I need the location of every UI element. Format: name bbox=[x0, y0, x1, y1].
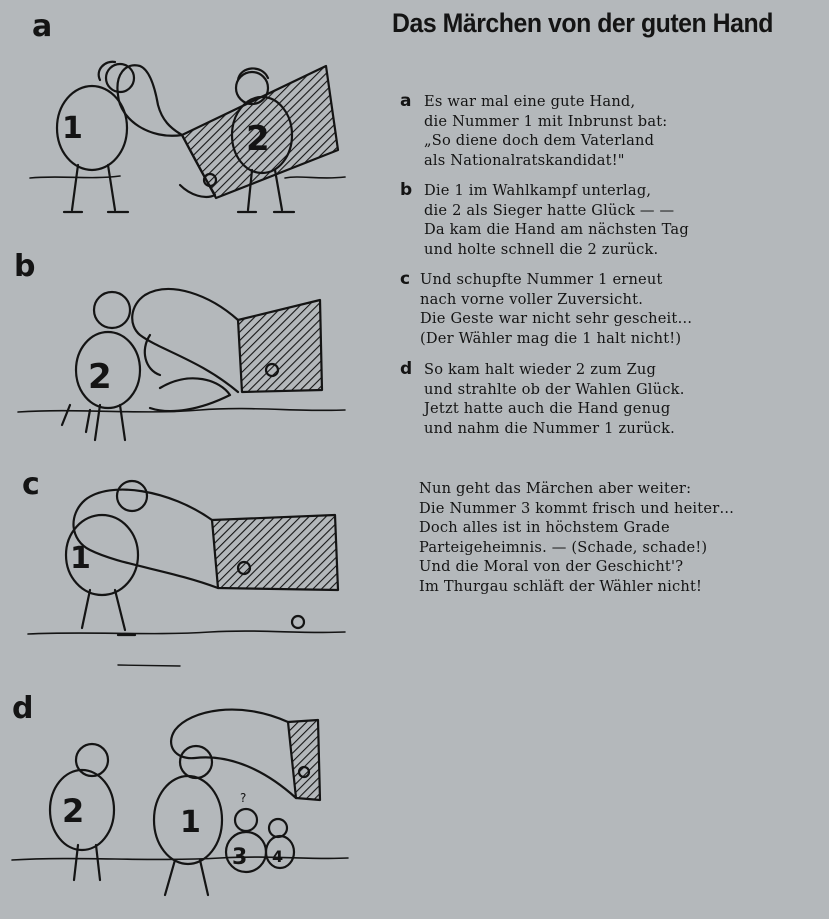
verse-line: Die Geste war nicht sehr gescheit… bbox=[420, 310, 693, 328]
epilogue-stanza bbox=[419, 479, 734, 597]
figure-number-1-c: 1 bbox=[70, 541, 91, 576]
figure-number-3: 3 bbox=[232, 845, 248, 870]
cartoon-panel-a bbox=[0, 0, 370, 240]
figure-number-1-d: 1 bbox=[180, 805, 201, 840]
figure-number-4: 4 bbox=[272, 847, 284, 866]
stanza-a bbox=[400, 92, 667, 170]
panel-letter-c: c bbox=[22, 467, 40, 502]
verse-line: und strahlte ob der Wahlen Glück. bbox=[424, 380, 685, 398]
verse-line: So kam halt wieder 2 zum Zug bbox=[424, 361, 657, 378]
verse-line: die 2 als Sieger hatte Glück — — bbox=[424, 201, 675, 219]
verse-line: als Nationalratskandidat!" bbox=[424, 151, 625, 169]
verse-line: Parteigeheimnis. — (Schade, schade!) bbox=[419, 538, 708, 556]
stanza-letter: b bbox=[400, 180, 413, 200]
verse-line: Die 1 im Wahlkampf unterlag, bbox=[424, 182, 652, 199]
verse-line: Die Nummer 3 kommt frisch und heiter… bbox=[419, 499, 735, 517]
cartoon-illustration-b bbox=[0, 240, 370, 460]
figure-number-1: 1 bbox=[62, 111, 83, 146]
figure-number-2-d: 2 bbox=[62, 792, 85, 830]
verse-line: Und schupfte Nummer 1 erneut bbox=[420, 271, 663, 288]
cartoon-panel-c bbox=[0, 460, 370, 680]
verse-line: „So diene doch dem Vaterland bbox=[424, 132, 655, 150]
cartoon-panel-b bbox=[0, 240, 370, 460]
verse-line: Es war mal eine gute Hand, bbox=[424, 93, 636, 110]
panel-letter-d: d bbox=[12, 691, 34, 726]
verse-line: (Der Wähler mag die 1 halt nicht!) bbox=[420, 329, 682, 347]
panel-letter-a: a bbox=[32, 9, 53, 44]
verse-line: Da kam die Hand am nächsten Tag bbox=[424, 221, 689, 239]
stanza-letter: c bbox=[400, 269, 411, 289]
panel-letter-b: b bbox=[14, 249, 36, 284]
stanza-letter: a bbox=[400, 91, 412, 111]
stanza-d bbox=[400, 360, 685, 438]
figure-number-2-b: 2 bbox=[88, 357, 112, 397]
verse-line: Und die Moral von der Geschicht'? bbox=[419, 558, 684, 576]
verse-line: Jetzt hatte auch die Hand genug bbox=[424, 400, 671, 418]
stanza-letter: d bbox=[400, 359, 413, 379]
figure-number-2: 2 bbox=[246, 119, 270, 159]
verse-line: Im Thurgau schläft der Wähler nicht! bbox=[419, 577, 703, 595]
verse-line: die Nummer 1 mit Inbrunst bat: bbox=[424, 112, 668, 130]
verse-line: und nahm die Nummer 1 zurück. bbox=[424, 419, 675, 437]
stanza-c bbox=[400, 270, 692, 348]
stanza-b bbox=[400, 181, 689, 259]
cartoon-illustration-a bbox=[0, 0, 370, 240]
page-title: Das Märchen von der guten Hand bbox=[392, 8, 773, 38]
verse-line: Doch alles ist in höchstem Grade bbox=[419, 519, 670, 537]
cartoon-illustration-c bbox=[0, 460, 370, 680]
cartoon-panel-d bbox=[0, 680, 370, 919]
verse-line: nach vorne voller Zuversicht. bbox=[420, 290, 644, 308]
question-mark: ? bbox=[240, 791, 247, 805]
verse-line: Nun geht das Märchen aber weiter: bbox=[419, 480, 692, 497]
verse-line: und holte schnell die 2 zurück. bbox=[424, 240, 659, 258]
cartoon-illustration-d bbox=[0, 680, 370, 919]
